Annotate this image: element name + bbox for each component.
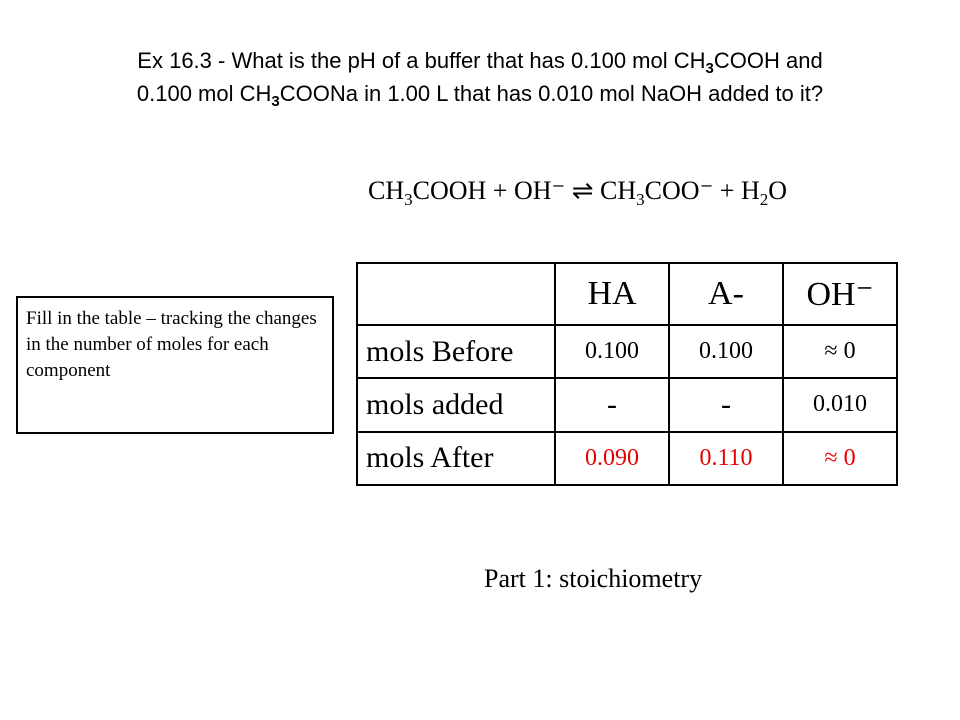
table-row — [357, 325, 897, 378]
eq-part-6: O — [768, 176, 788, 205]
cell-added-ha: - — [555, 378, 669, 431]
cell-added-oh: 0.010 — [783, 378, 897, 431]
title-text-3: 0.100 mol CH — [136, 81, 272, 106]
eq-part-5: ⁻ + H — [699, 176, 760, 205]
reaction-equation — [368, 176, 788, 209]
cell-after-a: 0.110 — [669, 432, 783, 485]
row-label-added: mols added — [357, 378, 555, 431]
table-row — [357, 378, 897, 431]
row-label-after: mols After — [357, 432, 555, 485]
title-text-1: Ex 16.3 - What is the pH of a buffer that has 0.100 mol CH — [137, 48, 706, 73]
header-ha: HA — [555, 263, 669, 325]
eq-sub-3: 2 — [759, 190, 769, 209]
header-empty — [357, 263, 555, 325]
row-label-before: mols Before — [357, 325, 555, 378]
instructions-text: Fill in the table – tracking the changes in the number of moles for each component — [26, 308, 317, 381]
cell-before-a: 0.100 — [669, 325, 783, 378]
eq-part-3: ⁻ ⇌ CH — [551, 176, 637, 205]
cell-before-oh: ≈ 0 — [783, 325, 897, 378]
title-text-4: COONa in 1.00 L that has 0.010 mol NaOH added to it? — [279, 81, 824, 106]
stoichiometry-table — [356, 262, 898, 486]
table-header-row — [357, 263, 897, 325]
part-caption: Part 1: stoichiometry — [484, 564, 703, 593]
eq-part-2: COOH + OH — [412, 176, 552, 205]
title-subscript-1: 3 — [705, 60, 714, 77]
cell-after-oh: ≈ 0 — [783, 432, 897, 485]
cell-after-ha: 0.090 — [555, 432, 669, 485]
title-subscript-2: 3 — [271, 93, 280, 110]
header-a-minus: A- — [669, 263, 783, 325]
eq-part-4: COO — [644, 176, 700, 205]
header-oh-minus: OH⁻ — [783, 263, 897, 325]
instructions-box — [16, 296, 334, 434]
title-text-2: COOH and — [713, 48, 823, 73]
table-row — [357, 432, 897, 485]
cell-before-ha: 0.100 — [555, 325, 669, 378]
eq-part-1: CH — [368, 176, 405, 205]
problem-statement — [40, 44, 920, 110]
eq-sub-1: 3 — [404, 190, 413, 209]
cell-added-a: - — [669, 378, 783, 431]
eq-sub-2: 3 — [636, 190, 645, 209]
